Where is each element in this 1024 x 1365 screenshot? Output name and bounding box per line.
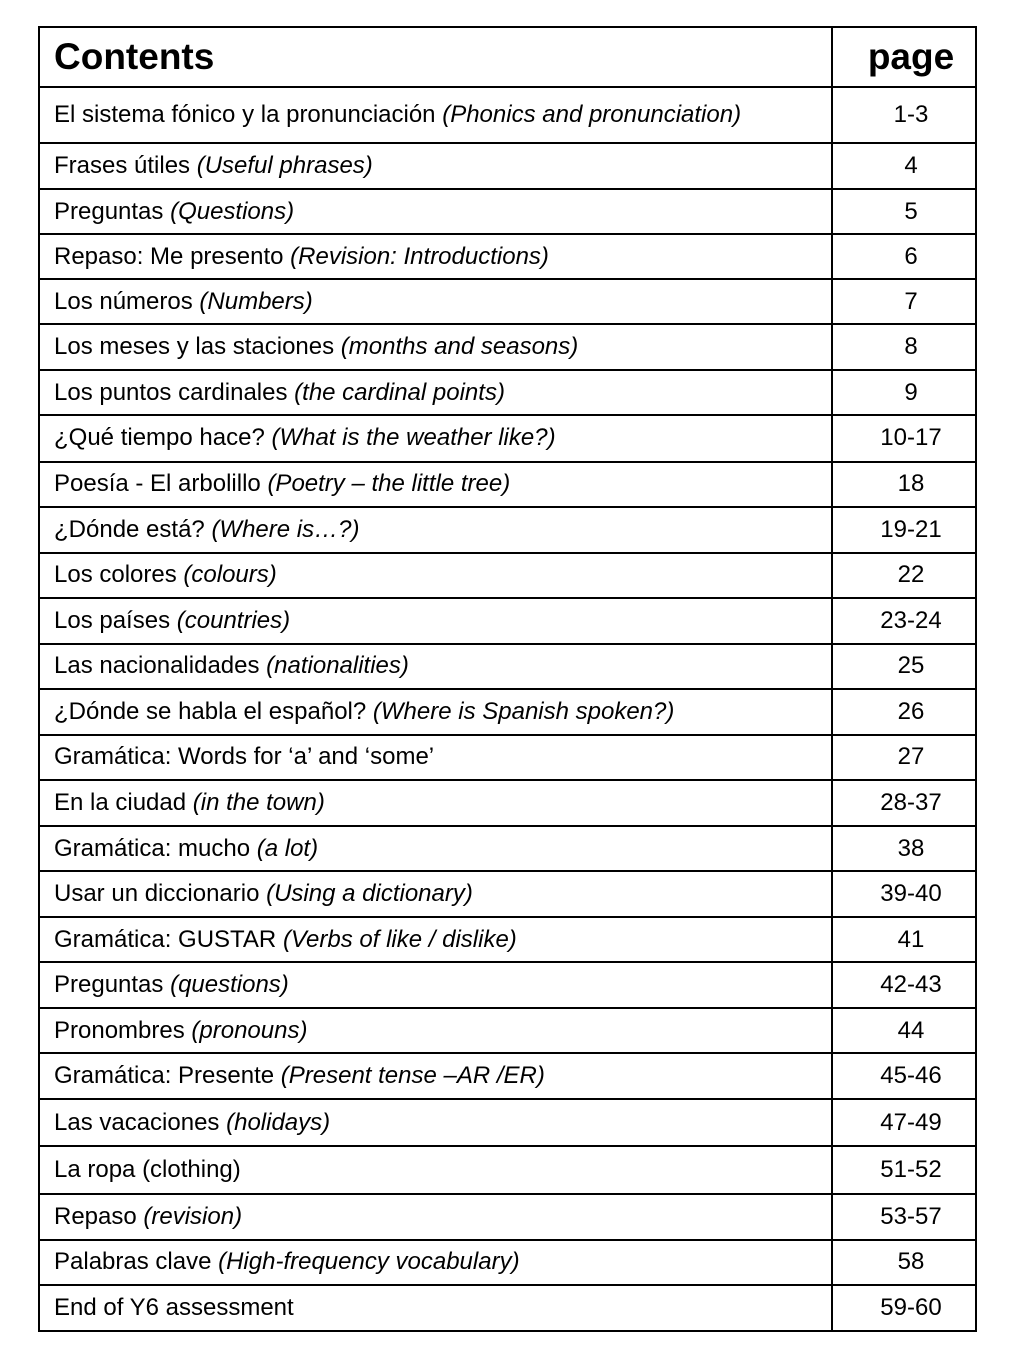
topic-spanish: Preguntas [54, 971, 171, 999]
topic-cell [39, 689, 832, 735]
page-number-cell: 28-37 [832, 780, 976, 826]
topic-spanish: Gramática: Words for ‘a’ and ‘some’ [54, 743, 435, 771]
page-heading: page [832, 27, 976, 87]
topic-spanish: El sistema fónico y la pronunciación [54, 101, 443, 129]
topic-english: (Revision: Introductions) [290, 242, 549, 270]
page-number-cell: 9 [832, 370, 976, 415]
topic-cell [39, 234, 832, 279]
table-row [39, 644, 976, 689]
table-row [39, 507, 976, 553]
topic-spanish: Gramática: mucho [54, 834, 257, 862]
topic-spanish: Los colores [54, 561, 184, 589]
table-row [39, 143, 976, 189]
page-number-cell: 4 [832, 143, 976, 189]
table-row [39, 735, 976, 780]
topic-english: (Poetry – the little tree) [267, 470, 511, 498]
page-number-cell: 5 [832, 189, 976, 234]
topic-spanish: Las nacionalidades [54, 652, 267, 680]
topic-cell [39, 87, 832, 143]
page-number-cell: 27 [832, 735, 976, 780]
topic-spanish: La ropa (clothing) [54, 1155, 241, 1183]
table-row [39, 917, 976, 962]
page-number-cell: 42-43 [832, 962, 976, 1008]
page-number-cell: 10-17 [832, 415, 976, 461]
topic-cell [39, 735, 832, 780]
topic-cell [39, 1053, 832, 1099]
topic-cell [39, 780, 832, 826]
topic-cell [39, 826, 832, 871]
topic-spanish: Los países [54, 606, 177, 634]
page-number-cell: 19-21 [832, 507, 976, 553]
topic-cell [39, 1240, 832, 1285]
topic-cell [39, 189, 832, 234]
topic-spanish: ¿Qué tiempo hace? [54, 424, 272, 452]
contents-table [38, 26, 977, 1332]
page-number-cell: 41 [832, 917, 976, 962]
topic-cell [39, 1285, 832, 1331]
topic-cell [39, 598, 832, 644]
table-row [39, 87, 976, 143]
topic-cell [39, 324, 832, 370]
topic-english: (questions) [170, 971, 289, 999]
topic-spanish: ¿Dónde se habla el español? [54, 697, 373, 725]
topic-spanish: Los puntos cardinales [54, 378, 295, 406]
page-number-cell: 44 [832, 1008, 976, 1053]
table-row [39, 1008, 976, 1053]
topic-cell [39, 962, 832, 1008]
table-row [39, 553, 976, 598]
topic-english: (pronouns) [191, 1016, 308, 1044]
topic-cell [39, 143, 832, 189]
topic-spanish: Repaso [54, 1202, 144, 1230]
topic-english: (Useful phrases) [196, 152, 373, 180]
table-row [39, 370, 976, 415]
topic-english: (Verbs of like / dislike) [282, 925, 517, 953]
page-number-cell: 1-3 [832, 87, 976, 143]
page-number-cell: 47-49 [832, 1099, 976, 1146]
page-number-cell: 58 [832, 1240, 976, 1285]
table-row [39, 826, 976, 871]
topic-english: (revision) [143, 1202, 243, 1230]
topic-spanish: Pronombres [54, 1016, 192, 1044]
topic-cell [39, 871, 832, 917]
table-row [39, 1099, 976, 1146]
topic-spanish: En la ciudad [54, 788, 193, 816]
topic-english: (colours) [183, 561, 277, 589]
table-row [39, 462, 976, 507]
topic-english: (a lot) [256, 834, 319, 862]
topic-cell [39, 415, 832, 461]
topic-spanish: Los meses y las staciones [54, 333, 341, 361]
table-row [39, 1146, 976, 1193]
page-number-cell: 39-40 [832, 871, 976, 917]
table-row [39, 234, 976, 279]
topic-spanish: Preguntas [54, 197, 171, 225]
table-header-row [39, 27, 976, 87]
topic-cell [39, 507, 832, 553]
topic-english: (nationalities) [266, 652, 409, 680]
topic-cell [39, 553, 832, 598]
topic-spanish: End of Y6 assessment [54, 1293, 294, 1321]
topic-cell [39, 1008, 832, 1053]
page-number-cell: 22 [832, 553, 976, 598]
table-row [39, 279, 976, 324]
topic-english: (Phonics and pronunciation) [442, 101, 742, 129]
topic-cell [39, 917, 832, 962]
topic-cell [39, 644, 832, 689]
page-number-cell: 18 [832, 462, 976, 507]
topic-cell [39, 1099, 832, 1146]
page-number-cell: 45-46 [832, 1053, 976, 1099]
table-row [39, 689, 976, 735]
topic-spanish: Frases útiles [54, 152, 197, 180]
table-row [39, 962, 976, 1008]
topic-spanish: Gramática: Presente [54, 1062, 281, 1090]
topic-english: (What is the weather like?) [271, 424, 556, 452]
topic-english: (Where is Spanish spoken?) [372, 697, 675, 725]
topic-spanish: Gramática: GUSTAR [54, 925, 283, 953]
table-row [39, 189, 976, 234]
page-number-cell: 7 [832, 279, 976, 324]
page-number-cell: 51-52 [832, 1146, 976, 1193]
topic-english: (Where is…?) [211, 515, 360, 543]
table-row [39, 598, 976, 644]
page-number-cell: 23-24 [832, 598, 976, 644]
topic-spanish: Los números [54, 287, 200, 315]
topic-spanish: Las vacaciones [54, 1108, 227, 1136]
page-number-cell: 26 [832, 689, 976, 735]
topic-cell [39, 279, 832, 324]
page-number-cell: 6 [832, 234, 976, 279]
topic-english: (High-frequency vocabulary) [218, 1248, 520, 1276]
topic-english: (Present tense –AR /ER) [280, 1062, 545, 1090]
topic-cell [39, 462, 832, 507]
topic-cell [39, 1146, 832, 1193]
contents-heading: Contents [39, 27, 832, 87]
table-row [39, 780, 976, 826]
topic-english: (months and seasons) [340, 333, 579, 361]
topic-english: (Questions) [170, 197, 295, 225]
topic-spanish: Repaso: Me presento [54, 242, 291, 270]
topic-spanish: Poesía - El arbolillo [54, 470, 268, 498]
page-number-cell: 38 [832, 826, 976, 871]
page-number-cell: 25 [832, 644, 976, 689]
page-number-cell: 53-57 [832, 1194, 976, 1240]
table-row [39, 1240, 976, 1285]
topic-english: (in the town) [192, 788, 325, 816]
table-body [39, 87, 976, 1331]
topic-spanish: ¿Dónde está? [54, 515, 212, 543]
topic-english: (Using a dictionary) [266, 880, 473, 908]
topic-english: (the cardinal points) [294, 378, 505, 406]
page-number-cell: 59-60 [832, 1285, 976, 1331]
table-row [39, 1285, 976, 1331]
topic-spanish: Usar un diccionario [54, 880, 267, 908]
table-row [39, 871, 976, 917]
table-row [39, 415, 976, 461]
page-number-cell: 8 [832, 324, 976, 370]
topic-cell [39, 370, 832, 415]
table-row [39, 324, 976, 370]
table-row [39, 1194, 976, 1240]
table-row [39, 1053, 976, 1099]
topic-english: (countries) [176, 606, 291, 634]
topic-english: (holidays) [226, 1108, 331, 1136]
topic-english: (Numbers) [199, 287, 313, 315]
topic-cell [39, 1194, 832, 1240]
topic-spanish: Palabras clave [54, 1248, 219, 1276]
